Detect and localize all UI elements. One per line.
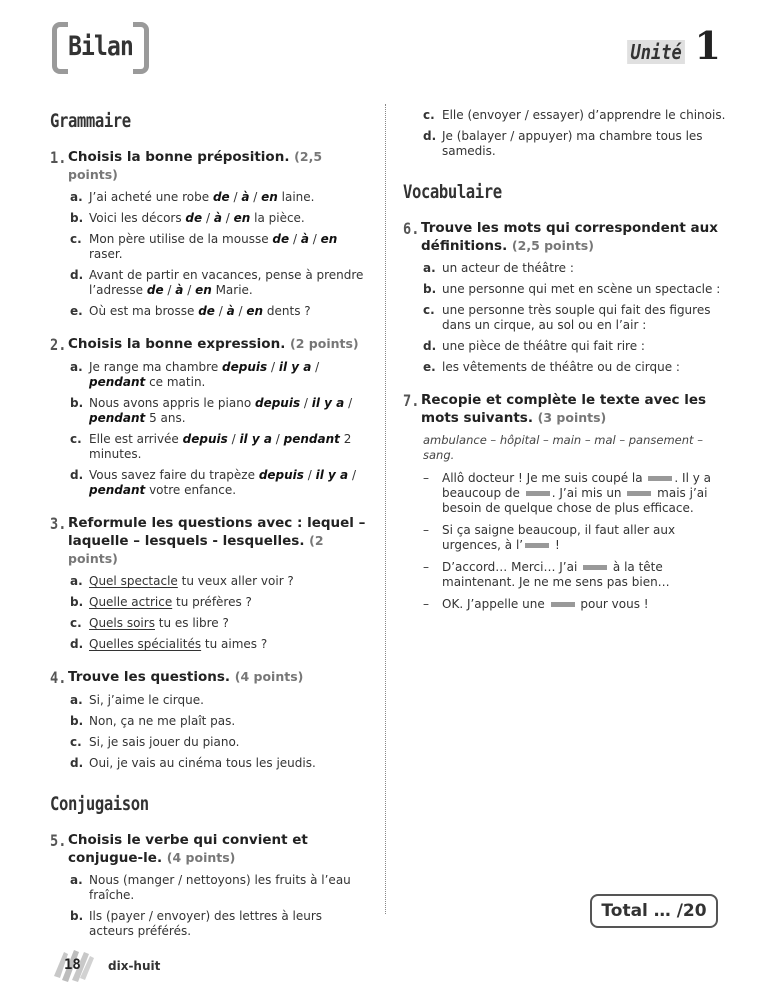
list-item: d. Oui, je vais au cinéma tous les jeudis. [70, 756, 316, 770]
list-item: d. Je (balayer / appuyer) ma chambre tous les samedis. [423, 129, 703, 158]
list-item: b. Non, ça ne me plaît pas. [70, 714, 236, 728]
exercise-title: Trouve les mots qui correspondent aux définitions. (2,5 points) [421, 220, 718, 254]
list-item: a. Quel spectacle tu veux aller voir ? [70, 574, 294, 588]
exercise-number: 2. [50, 335, 67, 354]
exercise-points: (2,5 points) [68, 149, 323, 182]
exercise-title: Choisis le verbe qui convient et conjugue-le. (4 points) [68, 832, 308, 866]
list-item: b. Voici les décors de / à / en la pièce. [70, 211, 305, 225]
list-item: d. Quelles spécialités tu aimes ? [70, 637, 268, 651]
unit-label: Unité [627, 40, 685, 64]
page-number: 18 [64, 957, 81, 973]
dialog-line: – OK. J’appelle une pour vous ! [423, 597, 649, 611]
exercise-points: (4 points) [166, 850, 236, 865]
dialog-line: – Si ça saigne beaucoup, il faut aller aux urgences, à l’ ! [423, 523, 676, 552]
list-item: b. Quelle actrice tu préfères ? [70, 595, 252, 609]
answer-blank [525, 543, 549, 548]
exercise-number: 6. [403, 219, 420, 238]
unit-number: 1 [694, 23, 721, 68]
page-number-word: dix-huit [108, 959, 161, 973]
exercise-title: Recopie et complète le texte avec les mots suivants. (3 points) [421, 392, 707, 426]
bilan-heading [52, 22, 149, 74]
list-item: d. Vous savez faire du trapèze depuis / il y a / pendant votre enfance. [70, 468, 356, 497]
left-column [50, 110, 370, 955]
right-column [403, 108, 728, 628]
exercise-points: (4 points) [234, 669, 304, 684]
section-grammaire: Grammaire [50, 110, 131, 132]
exercise-number: 5. [50, 831, 67, 850]
list-item: a. J’ai acheté une robe de / à / en laine. [70, 190, 315, 204]
list-item: a. Je range ma chambre depuis / il y a / pendant ce matin. [70, 360, 320, 389]
exercise-points: (2,5 points) [511, 238, 594, 253]
list-item: e. Où est ma brosse de / à / en dents ? [70, 304, 311, 318]
list-item: a. un acteur de théâtre : [423, 261, 574, 275]
page-footer [50, 946, 160, 986]
unit-badge [622, 23, 721, 68]
exercise-title: Trouve les questions. (4 points) [68, 669, 304, 685]
list-item: b. Nous avons appris le piano depuis / il y a / pendant 5 ans. [70, 396, 353, 425]
list-item: a. Nous (manger / nettoyons) les fruits à l’eau fraîche. [70, 873, 351, 902]
exercise-number: 4. [50, 668, 67, 687]
answer-blank [551, 602, 575, 607]
list-item: a. Si, j’aime le cirque. [70, 693, 204, 707]
answer-blank [648, 476, 672, 481]
list-item: b. une personne qui met en scène un spectacle : [423, 282, 721, 296]
column-divider [385, 104, 386, 914]
page-number-badge [50, 946, 98, 986]
list-item: d. Avant de partir en vacances, pense à prendre l’adresse de / à / en Marie. [70, 268, 364, 297]
list-item: c. Mon père utilise de la mousse de / à / en raser. [70, 232, 338, 261]
section-vocabulaire: Vocabulaire [403, 181, 502, 203]
bilan-title: Bilan [68, 31, 133, 62]
list-item: c. Quels soirs tu es libre ? [70, 616, 229, 630]
answer-blank [627, 491, 651, 496]
list-item: c. une personne très souple qui fait des figures dans un cirque, au sol ou en l’air : [423, 303, 711, 332]
answer-blank [583, 565, 607, 570]
exercise-title: Choisis la bonne préposition. (2,5 points) [68, 149, 323, 182]
dialog [423, 471, 728, 612]
exercise-number: 1. [50, 148, 67, 167]
exercise-2 [50, 335, 370, 498]
list-item: c. Elle est arrivée depuis / il y a / pendant 2 minutes. [70, 432, 352, 461]
exercise-points: (2 points) [68, 533, 324, 566]
exercise-4 [50, 668, 370, 771]
exercise-7 [403, 391, 728, 612]
list-item: d. une pièce de théâtre qui fait rire : [423, 339, 645, 353]
word-list: ambulance – hôpital – main – mal – pansement – sang. [423, 433, 703, 462]
answer-blank [526, 491, 550, 496]
dialog-line: – Allô docteur ! Je me suis coupé la . Il y a beaucoup de . J’ai mis un mais j’ai besoin de quelque chose de plus efficace. [423, 471, 711, 515]
section-conjugaison: Conjugaison [50, 793, 149, 815]
exercise-title: Reformule les questions avec : lequel – laquelle – lesquels - lesquelles. (2 points) [68, 515, 366, 566]
exercise-1 [50, 148, 370, 319]
exercise-points: (2 points) [290, 336, 359, 351]
list-item: e. les vêtements de théâtre ou de cirque : [423, 360, 680, 374]
dialog-line: – D’accord… Merci… J’ai à la tête maintenant. Je ne me sens pas bien… [423, 560, 670, 589]
exercise-5 [50, 831, 370, 939]
exercise-number: 7. [403, 391, 420, 410]
exercise-points: (3 points) [537, 410, 607, 425]
exercise-title: Choisis la bonne expression. (2 points) [68, 336, 359, 352]
exercise-6 [403, 219, 728, 375]
list-item: c. Elle (envoyer / essayer) d’apprendre le chinois. [423, 108, 726, 122]
exercise-number: 3. [50, 514, 67, 533]
list-item: b. Ils (payer / envoyer) des lettres à leurs acteurs préférés. [70, 909, 323, 938]
exercise-3 [50, 514, 370, 652]
total-box: Total … /20 [590, 894, 718, 928]
list-item: c. Si, je sais jouer du piano. [70, 735, 240, 749]
